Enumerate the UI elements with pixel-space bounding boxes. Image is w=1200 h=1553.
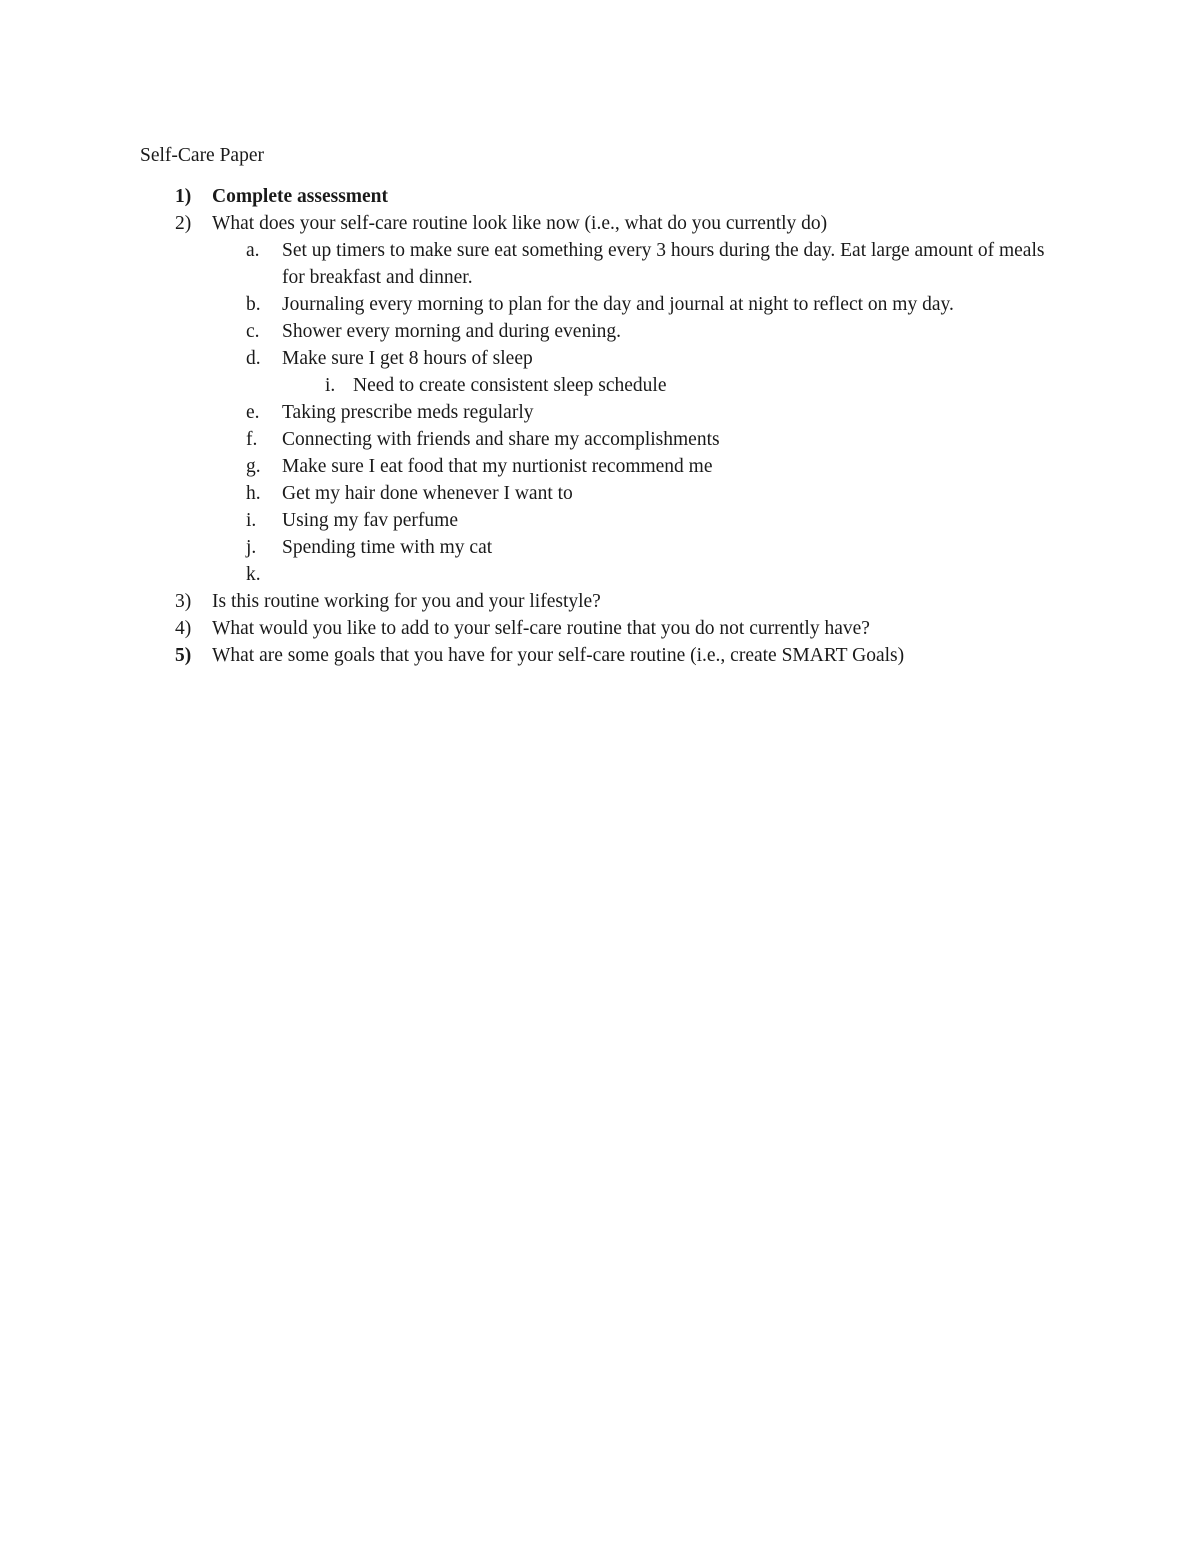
list-marker: b.: [246, 294, 261, 315]
list-text: What would you like to add to your self-care routine that you do not currently have?: [212, 618, 870, 639]
list-marker: f.: [246, 429, 258, 450]
list-text: Is this routine working for you and your lifestyle?: [212, 591, 601, 612]
question-list: [0, 183, 1200, 669]
list-marker: j.: [246, 537, 257, 558]
list-marker: a.: [246, 240, 260, 261]
list-item: [0, 291, 1200, 318]
list-text: Taking prescribe meds regularly: [282, 402, 534, 423]
list-text: Complete assessment: [212, 186, 389, 207]
list-text: Shower every morning and during evening.: [282, 321, 622, 342]
list-item: [0, 399, 1200, 426]
list-item: [0, 480, 1200, 507]
list-text: Get my hair done whenever I want to: [282, 483, 573, 504]
list-marker: h.: [246, 483, 261, 504]
list-marker: 3): [175, 591, 192, 612]
list-text: What does your self-care routine look like now (i.e., what do you currently do): [212, 213, 828, 234]
list-marker: 1): [175, 186, 192, 207]
list-item: [0, 318, 1200, 345]
list-item: [0, 372, 1200, 399]
list-item: [0, 534, 1200, 561]
list-item: [0, 453, 1200, 480]
list-text: Connecting with friends and share my accomplishments: [282, 429, 720, 450]
list-text: Spending time with my cat: [282, 537, 493, 558]
list-item: [0, 345, 1200, 372]
list-text: Set up timers to make sure eat something every 3 hours during the day. Eat large amount of meals for breakfast and dinner.: [282, 240, 1045, 288]
list-item: [0, 183, 1200, 210]
list-marker: 4): [175, 618, 192, 639]
list-item: [0, 210, 1200, 237]
list-marker: 5): [175, 645, 192, 666]
list-marker: g.: [246, 456, 261, 477]
list-item: [0, 615, 1200, 642]
list-item: [0, 426, 1200, 453]
list-text: What are some goals that you have for your self-care routine (i.e., create SMART Goals): [212, 645, 905, 666]
list-item: [0, 237, 1200, 291]
list-item: [0, 588, 1200, 615]
list-marker: 2): [175, 213, 192, 234]
list-item: [0, 507, 1200, 534]
list-item: [0, 642, 1200, 669]
list-marker: k.: [246, 564, 261, 585]
list-item: [0, 561, 1200, 588]
list-marker: e.: [246, 402, 260, 423]
list-text: Journaling every morning to plan for the day and journal at night to reflect on my day.: [282, 294, 954, 315]
list-text: Using my fav perfume: [282, 510, 458, 531]
list-text: Make sure I get 8 hours of sleep: [282, 348, 533, 369]
list-marker: c.: [246, 321, 260, 342]
list-text: Need to create consistent sleep schedule: [353, 375, 667, 396]
list-marker: i.: [325, 375, 336, 396]
list-text: Make sure I eat food that my nurtionist recommend me: [282, 456, 713, 477]
document-title: Self-Care Paper: [140, 145, 264, 166]
list-marker: d.: [246, 348, 261, 369]
list-marker: i.: [246, 510, 257, 531]
